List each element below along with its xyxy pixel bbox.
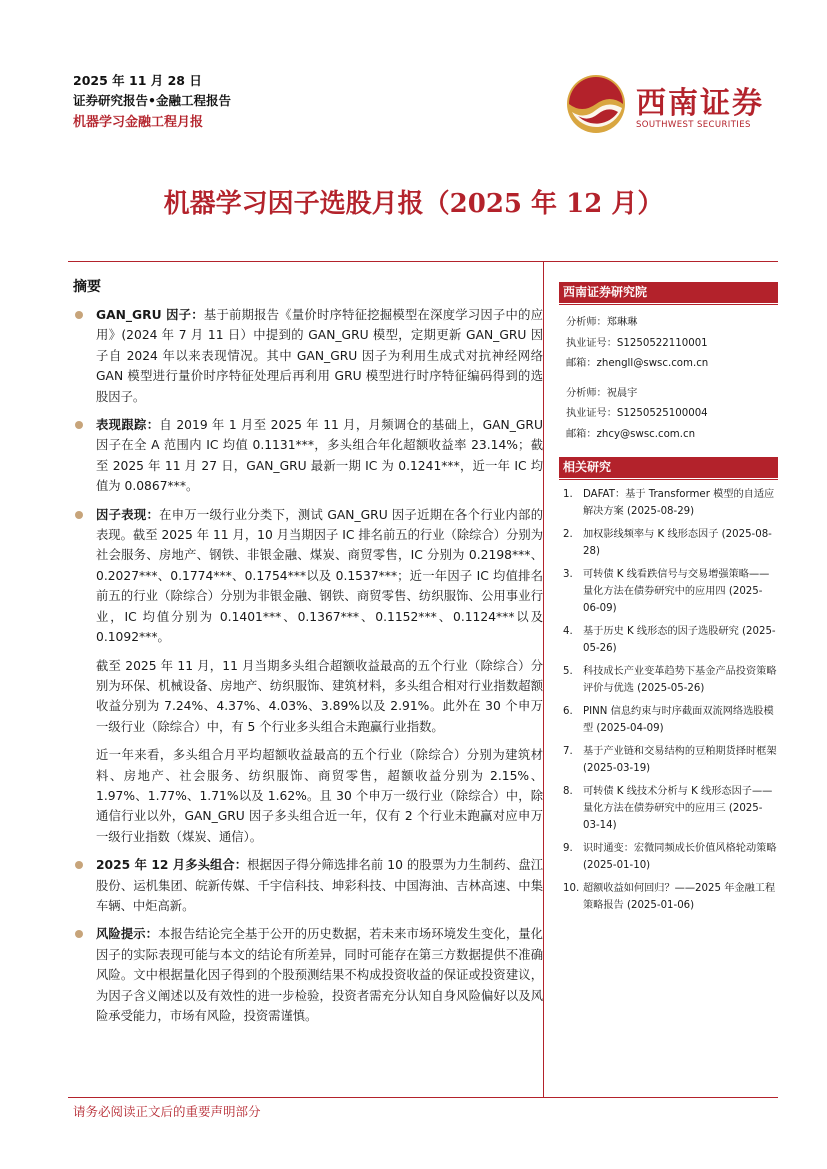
institute-title: 西南证券研究院	[559, 282, 778, 303]
related-item[interactable]: 5. 科技成长产业变革趋势下基金产品投资策略评价与优选 (2025-05-26)	[563, 666, 777, 694]
analyst-name: 分析师：祝晨宇	[566, 387, 638, 399]
related-item[interactable]: 6. PINN 信息约束与时序截面双流网络选股模型 (2025-04-09)	[563, 706, 774, 734]
paragraph-label: 风险提示：	[96, 927, 159, 942]
report-date: 2025 年 11 月 28 日	[73, 73, 202, 88]
analyst-cert: 执业证号：S1250522110001	[566, 337, 708, 349]
bullet-icon	[75, 861, 83, 869]
paragraph-label: 2025 年 12 月多头组合：	[96, 858, 248, 873]
abstract-paragraph-portfolio	[73, 855, 543, 916]
related-item[interactable]: 7. 基于产业链和交易结构的豆粕期货择时框架 (2025-03-19)	[563, 746, 777, 774]
bottom-divider	[68, 1097, 778, 1098]
sidebar	[559, 282, 778, 920]
related-item[interactable]: 2. 加权影线频率与 K 线形态因子 (2025-08-28)	[563, 529, 772, 557]
report-type: 证券研究报告•金融工程报告	[73, 93, 231, 108]
abstract-section	[73, 276, 543, 1034]
analyst-email: 邮箱：zhengll@swsc.com.cn	[566, 358, 709, 369]
abstract-paragraph-risk	[73, 924, 543, 1026]
logo-name-en: SOUTHWEST SECURITIES	[636, 120, 751, 130]
logo-emblem-icon	[564, 72, 628, 136]
paragraph-text: 基于前期报告《量价时序特征挖掘模型在深度学习因子中的应用》(2024 年 7 月 11 日）中提到的 GAN_GRU 模型，定期更新 GAN_GRU 因子自 2024 年以来表现情况。其中 GAN_GRU 因子为利用生成式对抗神经网络 GAN 模型进行量价时序特征处理后再利用 GRU 模型进行时序特征编码得到的选股因子。	[96, 308, 543, 404]
abstract-paragraph-tracking	[73, 415, 543, 497]
analyst-name: 分析师：郑琳琳	[566, 317, 638, 328]
analyst-block	[559, 305, 778, 449]
page-title: 机器学习因子选股月报（2025 年 12 月）	[163, 189, 664, 219]
bullet-icon	[75, 311, 83, 319]
paragraph-label: GAN_GRU 因子：	[96, 308, 204, 322]
related-research	[559, 457, 778, 914]
paragraph-text: 根据因子得分筛选排名前 10 的股票为力生制药、盘江股份、运机集团、皖新传媒、千宇信科技、坤彩科技、中国海油、吉林高速、中集车辆、中炬高新。	[96, 858, 543, 913]
bullet-icon	[75, 930, 83, 938]
related-research-title: 相关研究	[559, 457, 778, 478]
company-logo	[564, 72, 774, 136]
related-item[interactable]: 8. 可转债 K 线技术分析与 K 线形态因子——量化方法在债券研究中的应用三 (2025-03-14)	[563, 786, 773, 831]
analyst-email: 邮箱：zhcy@swsc.com.cn	[566, 428, 696, 440]
paragraph-text: 在申万一级行业分类下，测试 GAN_GRU 因子近期在各个行业内部的表现。截至 2025 年 11 月，10 月当期因子 IC 排名前五的行业（除综合）分别为社会服务、房地产、钢铁、非银金融、煤炭、商贸零售，IC 分别为 0.2198***、0.2027***、0.1774***、0.1754***以及 0.1537***；近一年因子 IC 均值排名前五的行业（除综合）分别为非银金融、钢铁、商贸零售、纺织服饰、公用事业行业，IC 均值分别为 0.1401***、0.1367***、0.1152***、0.1124***以及 0.1092***。	[96, 507, 543, 645]
paragraph-text: 自 2019 年 1 月至 2025 年 11 月，月频调仓的基础上，GAN_GRU 因子在全 A 范围内 IC 均值 0.1131***，多头组合年化超额收益率 23.14%；截至 2025 年 11 月 27 日，GAN_GRU 最新一期 IC 为 0.1241***，近一年 IC 均值为 0.0867***。	[96, 418, 543, 494]
related-item[interactable]: 4. 基于历史 K 线形态的因子选股研究 (2025-05-26)	[563, 626, 776, 654]
abstract-paragraph-gan-gru	[73, 305, 543, 407]
paragraph-label: 因子表现：	[96, 507, 160, 522]
bullet-icon	[75, 511, 83, 519]
logo-name-cn: 西南证券	[636, 86, 764, 121]
related-item[interactable]: 1. DAFAT：基于 Transformer 模型的自适应解决方案 (2025-08-29)	[563, 489, 775, 517]
related-item[interactable]: 9. 识时通变：宏微同频成长价值风格轮动策略 (2025-01-10)	[563, 843, 777, 871]
column-divider	[543, 262, 544, 1097]
report-series: 机器学习金融工程月报	[73, 115, 204, 130]
abstract-paragraph-yearly-excess: 近一年来看，多头组合月平均超额收益最高的五个行业（除综合）分别为建筑材料、房地产、社会服务、纺织服饰、商贸零售，超额收益分别为 2.15%、1.97%、1.77%、1.71%以及 1.62%。且 30 个申万一级行业（除综合）中，除通信行业以外，GAN_GRU 因子多头组合近一年，仅有 2 个行业未跑赢对应申万一级行业指数（煤炭、通信）。	[96, 748, 543, 844]
paragraph-text: 本报告结论完全基于公开的历史数据，若未来市场环境发生变化，量化因子的实际表现可能与本文的结论有所差异，同时可能存在第三方数据提供不准确风险。文中根据量化因子得到的个股预测结果不构成投资收益的保证或投资建议，为因子含义阐述以及有效性的进一步检验，投资者需充分认知自身风险偏好以及风险承受能力，市场有风险，投资需谨慎。	[96, 927, 543, 1023]
related-item[interactable]: 3. 可转债 K 线看跌信号与交易增强策略——量化方法在债券研究中的应用四 (2025-06-09)	[563, 569, 770, 614]
abstract-paragraph-factor-performance	[73, 505, 543, 648]
abstract-heading: 摘要	[73, 279, 101, 295]
related-research-list	[559, 480, 778, 914]
bullet-icon	[75, 421, 83, 429]
paragraph-label: 表现跟踪：	[96, 418, 160, 433]
related-item[interactable]: 10. 超额收益如何回归？——2025 年金融工程策略报告 (2025-01-06)	[563, 883, 776, 911]
abstract-paragraph-monthly-excess: 截至 2025 年 11 月，11 月当期多头组合超额收益最高的五个行业（除综合）分别为环保、机械设备、房地产、纺织服饰、建筑材料，多头组合相对行业指数超额收益分别为 7.24%、4.37%、4.03%、3.89%以及 2.91%。此外在 30 个申万一级行业（除综合）中，有 5 个行业多头组合未跑赢行业指数。	[96, 658, 543, 734]
top-divider	[68, 261, 778, 262]
footer-disclaimer: 请务必阅读正文后的重要声明部分	[73, 1104, 261, 1119]
report-header	[73, 72, 231, 134]
analyst-cert: 执业证号：S1250525100004	[566, 408, 708, 419]
